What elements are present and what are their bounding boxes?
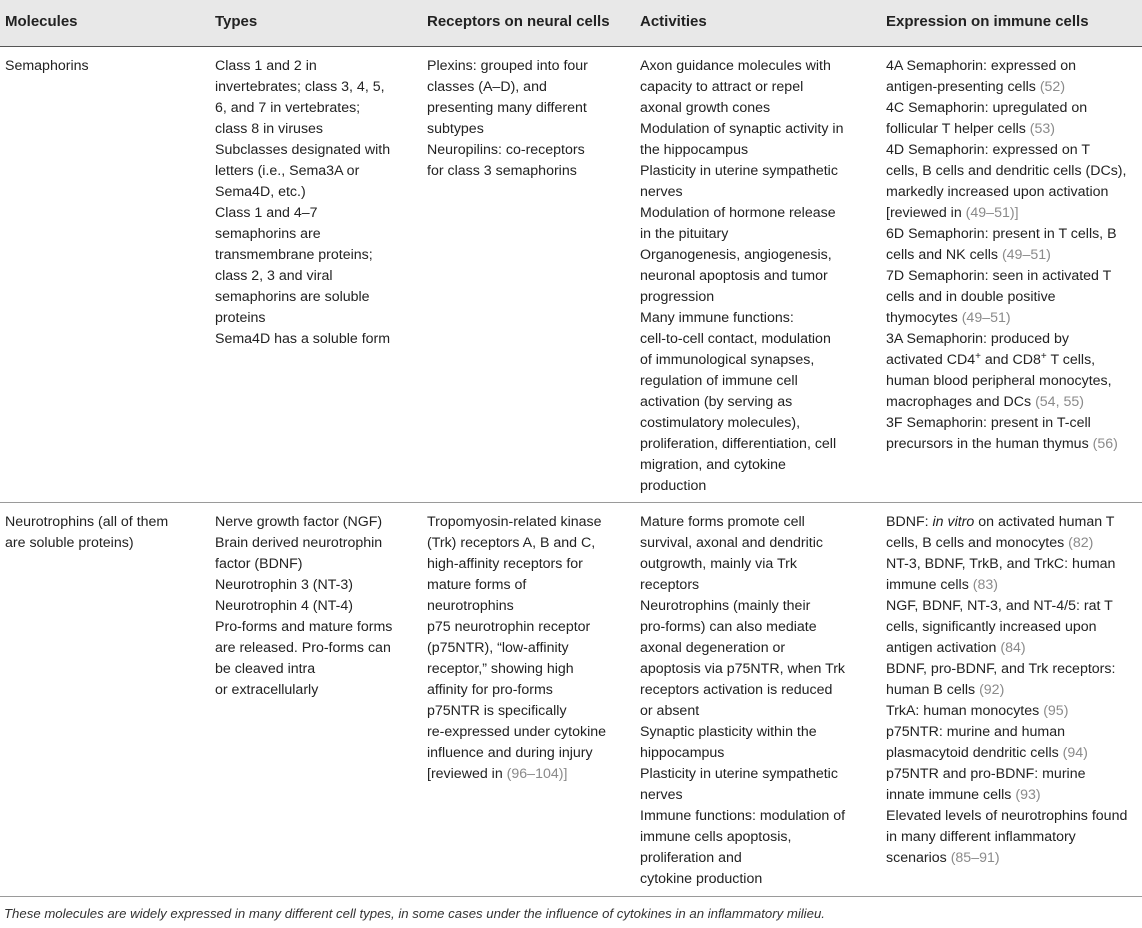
citation-ref[interactable]: (84) [1000, 640, 1026, 656]
superscript-plus: + [975, 351, 981, 362]
cell-line: cytokine production [640, 871, 763, 887]
cell-line: 6D Semaphorin: present in T cells, B [886, 226, 1117, 242]
cell-line [427, 764, 637, 785]
cell-line: pro-forms) can also mediate [640, 619, 817, 635]
cell-line: Tropomyosin-related kinase [427, 514, 602, 530]
cell-line: cell-to-cell contact, modulation [640, 331, 831, 347]
cell-line: in many different inflammatory [886, 829, 1076, 845]
cell-line: influence and during injury [427, 745, 593, 761]
cell-line: immune cells apoptosis, [640, 829, 792, 845]
cell-line: p75 neurotrophin receptor [427, 619, 591, 635]
cell-expression [886, 512, 1140, 869]
cell-line [886, 350, 1140, 371]
table-footnote: These molecules are widely expressed in many different cell types, in some cases under the influence of cytokines in an inflammatory milieu. [4, 906, 825, 921]
cell-line: Plasticity in uterine sympathetic [640, 163, 838, 179]
cell-line [886, 680, 1140, 701]
cell-line [886, 203, 1140, 224]
cell-line: 3F Semaphorin: present in T-cell [886, 415, 1091, 431]
cell-line: Axon guidance molecules with [640, 58, 831, 74]
cell-line [886, 848, 1140, 869]
cell-line: or extracellularly [215, 682, 319, 698]
line-text: innate immune cells [886, 787, 1012, 803]
cell-line [886, 512, 1140, 533]
cell-line: Organogenesis, angiogenesis, [640, 247, 832, 263]
cell-line: outgrowth, mainly via Trk [640, 556, 797, 572]
cell-line: the hippocampus [640, 142, 749, 158]
cell-line: Brain derived neurotrophin [215, 535, 383, 551]
cell-line: receptors activation is reduced [640, 682, 833, 698]
cell-line: factor (BDNF) [215, 556, 303, 572]
cell-line: 7D Semaphorin: seen in activated T [886, 268, 1112, 284]
line-text: cells and NK cells [886, 247, 998, 263]
cell-line: Nerve growth factor (NGF) [215, 514, 383, 530]
cell-line: 4D Semaphorin: expressed on T [886, 142, 1090, 158]
cell-line: classes (A–D), and [427, 79, 547, 95]
superscript-plus: + [1040, 351, 1047, 362]
cell-line: class 2, 3 and viral [215, 268, 333, 284]
cell-line: Semaphorins [5, 58, 89, 74]
cell-line: Many immune functions: [640, 310, 794, 326]
citation-ref[interactable]: (95) [1043, 703, 1069, 719]
line-text: TrkA: human monocytes [886, 703, 1040, 719]
citation-ref[interactable]: (94) [1062, 745, 1088, 761]
cell-line: letters (i.e., Sema3A or [215, 163, 360, 179]
header-types: Types [215, 13, 258, 30]
cell-line: human blood peripheral monocytes, [886, 373, 1112, 389]
citation-ref[interactable]: (56) [1092, 436, 1118, 452]
cell-line [886, 308, 1140, 329]
cell-line: NGF, BDNF, NT-3, and NT-4/5: rat T [886, 598, 1113, 614]
cell-line: p75NTR: murine and human [886, 724, 1066, 740]
cell-line: migration, and cytokine [640, 457, 786, 473]
cell-line: production [640, 478, 707, 494]
line-text: activated CD4 [886, 352, 976, 368]
cell-line: neurotrophins [427, 598, 514, 614]
cell-line: cells, B cells and dendritic cells (DCs), [886, 163, 1127, 179]
cell-line [886, 434, 1140, 455]
citation-ref[interactable]: (96–104)] [506, 766, 568, 782]
line-text: precursors in the human thymus [886, 436, 1089, 452]
cell-line: in the pituitary [640, 226, 729, 242]
cell-line: receptor,” showing high [427, 661, 574, 677]
cell-line: Modulation of hormone release [640, 205, 836, 221]
cell-line: are released. Pro-forms can [215, 640, 391, 656]
line-text: plasmacytoid dendritic cells [886, 745, 1059, 761]
cell-line: proliferation, differentiation, cell [640, 436, 837, 452]
cell-expression [886, 56, 1140, 455]
cell-line: activation (by serving as [640, 394, 793, 410]
cell-line: BDNF, pro-BDNF, and Trk receptors: [886, 661, 1116, 677]
line-text: thymocytes [886, 310, 958, 326]
line-text: follicular T helper cells [886, 121, 1026, 137]
cell-line: capacity to attract or repel [640, 79, 804, 95]
cell-line [886, 575, 1140, 596]
cell-line [886, 77, 1140, 98]
citation-ref[interactable]: (49–51) [961, 310, 1011, 326]
line-text: human B cells [886, 682, 976, 698]
line-text: macrophages and DCs [886, 394, 1032, 410]
cell-line [886, 638, 1140, 659]
citation-ref[interactable]: (49–51) [1001, 247, 1051, 263]
cell-line: cells and in double positive [886, 289, 1056, 305]
cell-line: Class 1 and 2 in [215, 58, 317, 74]
line-text: immune cells [886, 577, 969, 593]
cell-line: Sema4D has a soluble form [215, 331, 391, 347]
cell-line: progression [640, 289, 715, 305]
cell-line: axonal growth cones [640, 100, 771, 116]
cell-line: of immunological synapses, [640, 352, 815, 368]
cell-line: Neurotrophin 4 (NT-4) [215, 598, 353, 614]
cell-line: affinity for pro-forms [427, 682, 553, 698]
cell-line: re-expressed under cytokine [427, 724, 607, 740]
line-text: BDNF: [886, 514, 929, 530]
cell-line: 6, and 7 in vertebrates; [215, 100, 361, 116]
cell-line: Plexins: grouped into four [427, 58, 588, 74]
cell-line: Mature forms promote cell [640, 514, 805, 530]
cell-types [215, 512, 415, 701]
cell-line [886, 245, 1140, 266]
citation-ref[interactable]: (93) [1015, 787, 1041, 803]
citation-ref[interactable]: (82) [1068, 535, 1094, 551]
cell-line: Sema4D, etc.) [215, 184, 306, 200]
cell-line: hippocampus [640, 745, 725, 761]
cell-line: Synaptic plasticity within the [640, 724, 817, 740]
line-text: [reviewed in [427, 766, 503, 782]
cell-line: Elevated levels of neurotrophins found [886, 808, 1128, 824]
line-text: [reviewed in [886, 205, 962, 221]
citation-ref[interactable]: (54, 55) [1035, 394, 1084, 410]
cell-line: high-affinity receptors for [427, 556, 583, 572]
cell-line: mature forms of [427, 577, 527, 593]
cell-line: Pro-forms and mature forms [215, 619, 393, 635]
cell-line: p75NTR and pro-BDNF: murine [886, 766, 1086, 782]
citation-ref[interactable]: (92) [979, 682, 1005, 698]
cell-line: or absent [640, 703, 700, 719]
cell-activities [640, 56, 880, 497]
cell-molecules [5, 56, 205, 77]
cell-line: costimulatory molecules), [640, 415, 801, 431]
cell-line: Subclasses designated with [215, 142, 391, 158]
line-text: on activated human T [978, 514, 1115, 530]
cell-line: Neurotrophins (all of them [5, 514, 169, 530]
cell-line: receptors [640, 577, 700, 593]
cell-line: axonal degeneration or [640, 640, 786, 656]
cell-line: markedly increased upon activation [886, 184, 1109, 200]
cell-line: nerves [640, 787, 683, 803]
cell-line [886, 392, 1140, 413]
italic-term: in vitro [932, 514, 975, 530]
cell-line: p75NTR is specifically [427, 703, 567, 719]
line-text: T cells, [1050, 352, 1096, 368]
cell-line: be cleaved intra [215, 661, 316, 677]
cell-line: survival, axonal and dendritic [640, 535, 823, 551]
line-text: antigen-presenting cells [886, 79, 1036, 95]
cell-line: 4C Semaphorin: upregulated on [886, 100, 1088, 116]
table-row-neurotrophins [0, 503, 1142, 897]
cell-line: Plasticity in uterine sympathetic [640, 766, 838, 782]
table-row-semaphorins [0, 47, 1142, 503]
cell-line: subtypes [427, 121, 484, 137]
cell-line: invertebrates; class 3, 4, 5, [215, 79, 385, 95]
cell-line: class 8 in viruses [215, 121, 324, 137]
line-text: scenarios [886, 850, 947, 866]
cell-line: presenting many different [427, 100, 587, 116]
cell-line [886, 119, 1140, 140]
cell-line [886, 701, 1140, 722]
cell-line: regulation of immune cell [640, 373, 798, 389]
cell-line: proteins [215, 310, 266, 326]
cell-line [886, 533, 1140, 554]
cell-line: proliferation and [640, 850, 742, 866]
header-expression: Expression on immune cells [886, 13, 1089, 30]
cell-line: Neurotrophin 3 (NT-3) [215, 577, 353, 593]
header-receptors: Receptors on neural cells [427, 13, 610, 30]
cell-line: (Trk) receptors A, B and C, [427, 535, 596, 551]
cell-line: NT-3, BDNF, TrkB, and TrkC: human [886, 556, 1116, 572]
citation-ref[interactable]: (53) [1029, 121, 1056, 137]
cell-line: semaphorins are [215, 226, 321, 242]
cell-line [886, 785, 1140, 806]
cell-line: semaphorins are soluble [215, 289, 370, 305]
cell-line: are soluble proteins) [5, 535, 134, 551]
cell-line: cells, significantly increased upon [886, 619, 1097, 635]
cell-line: Immune functions: modulation of [640, 808, 846, 824]
cell-line: apoptosis via p75NTR, when Trk [640, 661, 846, 677]
cell-line: (p75NTR), “low-affinity [427, 640, 569, 656]
cell-line: Modulation of synaptic activity in [640, 121, 844, 137]
table-header-row [0, 0, 1142, 47]
cell-line: neuronal apoptosis and tumor [640, 268, 828, 284]
cell-receptors [427, 56, 637, 182]
cell-line: nerves [640, 184, 683, 200]
header-molecules: Molecules [5, 13, 78, 30]
cell-types [215, 56, 415, 350]
cell-activities [640, 512, 880, 890]
cell-line: for class 3 semaphorins [427, 163, 577, 179]
cell-line: 4A Semaphorin: expressed on [886, 58, 1077, 74]
citation-ref[interactable]: (52) [1039, 79, 1066, 95]
cell-line [886, 743, 1140, 764]
cell-receptors [427, 512, 637, 785]
cell-line: transmembrane proteins; [215, 247, 373, 263]
line-text: antigen activation [886, 640, 997, 656]
line-text: cells, B cells and monocytes [886, 535, 1065, 551]
citation-ref[interactable]: (85–91) [950, 850, 1000, 866]
cell-line: 3A Semaphorin: produced by [886, 331, 1069, 347]
citation-ref[interactable]: (49–51)] [965, 205, 1019, 221]
cell-molecules [5, 512, 205, 554]
cell-line: Class 1 and 4–7 [215, 205, 318, 221]
line-text: and CD8 [984, 352, 1041, 368]
cell-line: Neuropilins: co-receptors [427, 142, 585, 158]
citation-ref[interactable]: (83) [972, 577, 998, 593]
cell-line: Neurotrophins (mainly their [640, 598, 811, 614]
header-activities: Activities [640, 13, 707, 30]
